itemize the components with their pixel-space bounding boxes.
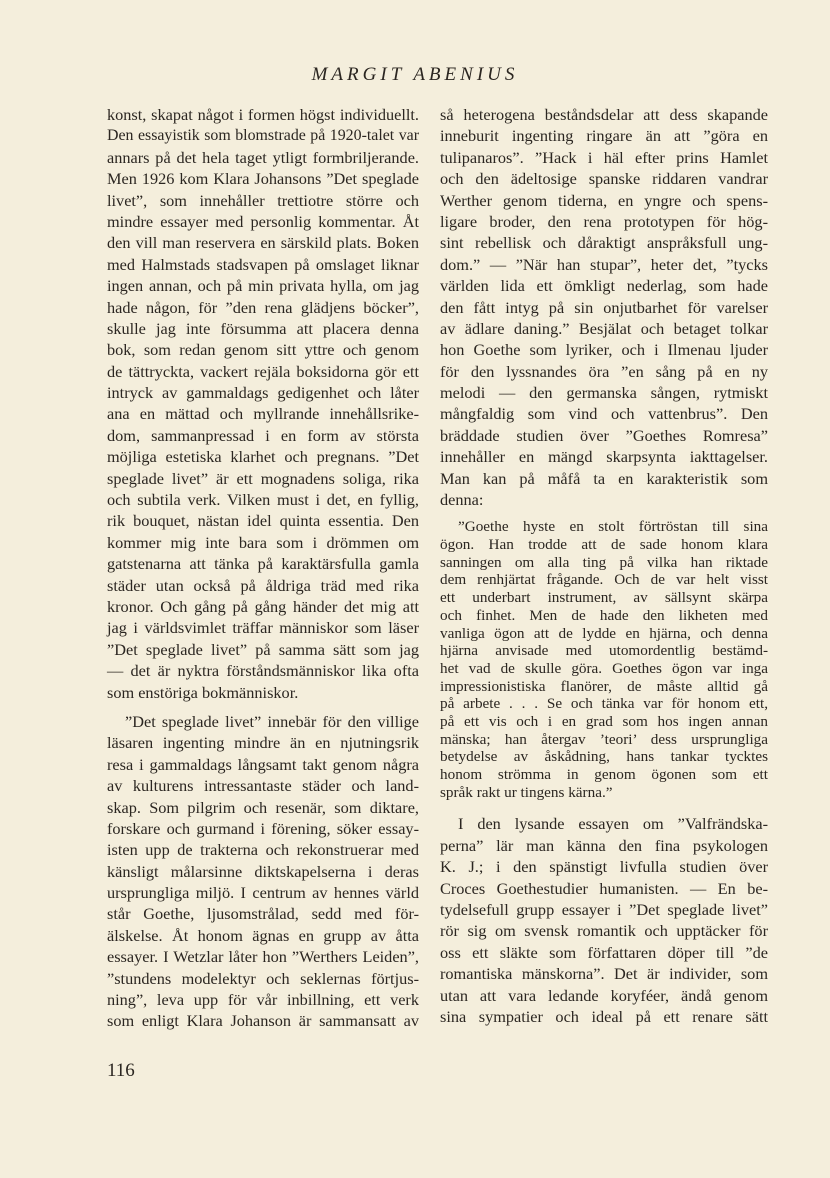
text-line: isten upp de trakterna och rekonstruerar med	[107, 840, 419, 860]
text-line: så heterogena beståndsdelar att dess skapande	[440, 105, 768, 124]
text-line: vanliga ögon att de lydde en hjärna, och denna	[440, 624, 768, 642]
text-line: känsligt målarsinne diktskapelserna i deras	[107, 861, 419, 881]
paragraph	[107, 711, 419, 1032]
text-line: tydelsefull grupp essayer i ”Det speglade livet”	[440, 899, 768, 919]
text-line: ana en mättad och myllrande innehållsrike-	[107, 404, 419, 424]
text-line: av kulturens intressantaste städer och land-	[107, 776, 419, 796]
text-line: står Goethe, ljusomstrålad, sedd med för-	[107, 904, 419, 924]
text-line: het vad de skulle göra. Goethes ögon var inga	[440, 659, 768, 677]
text-line: mänska; han återgav ’teori’ dess ursprungliga	[440, 730, 768, 748]
text-line: och den ädeltosige spanske riddaren vandrar	[440, 169, 768, 189]
text-line: honom strömma in genom ögonen som ett	[440, 766, 768, 784]
text-line: romantiska mänskorna”. Det är individer, som	[440, 964, 768, 984]
text-line: denna:	[440, 490, 484, 510]
text-line: betydelse av åskådning, hans tankar tycktes	[440, 748, 768, 766]
text-line: ett underbart instrument, av sällsynt skärpa	[440, 589, 768, 607]
text-line: gatstenarna att tänka på karaktärsfulla gamla	[107, 554, 419, 574]
text-line: perna” lär man känna den fina psykologen	[440, 835, 768, 855]
text-line: — det är nyktra förståndsmänniskor lika ofta	[107, 661, 419, 681]
running-header: MARGIT ABENIUS	[311, 64, 519, 85]
text-line: de tättryckta, vackert rejäla boksidorna gör ett	[107, 361, 419, 381]
text-line: ursprungliga miljö. I centrum av hennes värld	[107, 883, 419, 903]
text-line: läsaren ingenting mindre än en njutningsrik	[107, 733, 419, 753]
text-line: ingen annan, och på min privata hylla, om jag	[107, 276, 419, 296]
text-line: K. J.; i den spänstigt livfulla studien över	[440, 857, 768, 877]
text-line: kronor. Och gång på gång händer det mig att	[107, 596, 419, 616]
text-line: Man kan på måfå ta en karakteristik som	[440, 468, 768, 488]
text-line: Den essayistik som blomstrade på 1920-talet var	[107, 127, 419, 145]
text-line: Croces Goethestudier humanisten. — En be-	[440, 878, 768, 898]
text-line: ”Det speglade livet” på samma sätt som jag	[107, 639, 419, 659]
text-line: tulipanaros”. ”Hack i häl efter prins Hamlet	[440, 147, 768, 167]
text-line: på ett vis och i en grad som hos ingen annan	[440, 712, 768, 730]
text-line: med Halmstads stadsvapen på omslaget liknar	[107, 254, 419, 274]
text-line: forskare och gurmand i förening, söker essay-	[107, 818, 419, 838]
text-line: utan att vara ledande koryféer, ändå genom	[440, 985, 768, 1005]
text-line: sanningen om alla ting på vilka han riktade	[440, 553, 768, 571]
text-line: den fått intyg på sin onjutbarhet för varelser	[440, 297, 768, 317]
text-line: speglade livet” är ett mognadens soliga, rika	[107, 468, 419, 488]
text-line: den vill man reservera en särskild plats. Boken	[107, 233, 419, 253]
text-line: I den lysande essayen om ”Valfrändska-	[458, 814, 768, 834]
text-line: dom, sammanpressad i en form av största	[107, 425, 419, 445]
text-line: resa i gammaldags långsamt takt genom några	[107, 754, 419, 774]
text-line: av ädlare daning.” Besjälat och betaget tolkar	[440, 318, 768, 338]
text-line: livet”, som innehåller trettiotre större och	[107, 190, 419, 210]
text-line: annars på det hela taget ytligt formbriljerande.	[107, 147, 419, 167]
text-line: mindre essayer med personlig kommentar. Åt	[107, 211, 419, 231]
text-line: som enligt Klara Johanson är sammansatt av	[107, 1011, 419, 1031]
text-line: och subtila verk. Vilken must i det, en fyllig,	[107, 490, 419, 510]
text-line: möjliga estetiska klarhet och pregnans. ”Det	[107, 447, 419, 467]
text-line: intryck av gammaldags gedigenhet och låter	[107, 383, 419, 403]
text-line: innehåller en mängd skarpsynta iakttagelser.	[440, 447, 768, 467]
text-line: rör sig om svensk romantik och upptäcker för	[440, 921, 768, 941]
paragraph	[440, 813, 768, 1027]
text-line: mångfaldig som vind och vattenbrus”. Den	[440, 404, 768, 424]
left-column	[107, 104, 419, 1040]
text-line: ögon. Han trodde att de sade honom klara	[440, 536, 768, 554]
right-column	[440, 104, 768, 1035]
text-line: ning”, leva upp för vår inbillning, ett verk	[107, 990, 419, 1010]
text-line: oss ett släkte som författaren döper till ”de	[440, 942, 768, 962]
text-line: melodi — den germanska sången, rytmiskt	[440, 383, 768, 403]
text-line: ligare broder, den rena prototypen för hög-	[440, 211, 768, 231]
text-line: sint rebellisk och dåraktigt anspråksfull ung-	[440, 233, 768, 253]
text-line: Men 1926 kom Klara Johansons ”Det speglade	[107, 169, 419, 189]
text-line: jag i världsvimlet träffar människor som läser	[107, 618, 419, 638]
text-line: hjärna anvisade med utomordentlig bestämd-	[440, 642, 768, 660]
text-line: rik bouquet, nästan idel quinta essentia. Den	[107, 511, 419, 531]
text-line: impressionistiska flanörer, de måste alltid gå	[440, 677, 768, 695]
text-line: essayer. I Wetzlar låter hon ”Werthers Leiden”,	[107, 947, 419, 967]
text-line: för den lyssnandes öra ”en sång på en ny	[440, 361, 768, 381]
text-line: hade någon, för ”den rena glädjens böcker”,	[107, 297, 419, 317]
text-line: bok, som redan genom sitt yttre och genom	[107, 340, 419, 360]
block-quote	[440, 518, 768, 801]
page-number: 116	[107, 1060, 135, 1081]
text-line: ”Det speglade livet” innebär för den villige	[125, 711, 419, 731]
text-line: sina sympatier och ideal på ett renare sätt	[440, 1006, 768, 1026]
text-line: städer utan också på åldriga träd med rika	[107, 575, 419, 595]
paragraph	[107, 104, 419, 703]
text-line: inneburit ingenting ringare än att ”göra en	[440, 126, 768, 146]
text-line: språk rakt ur tingens kärna.”	[440, 783, 613, 801]
text-line: Werther genom tiderna, en yngre och spens-	[440, 190, 768, 210]
text-line: bräddade studien över ”Goethes Romresa”	[440, 425, 768, 445]
text-line: som enstöriga bokmänniskor.	[107, 682, 299, 702]
text-line: och finhet. Men de hade den likheten med	[440, 606, 768, 624]
text-line: dem renhjärtat frågande. Och de var helt visst	[440, 571, 768, 589]
text-line: konst, skapat något i formen högst individuellt.	[107, 105, 419, 124]
text-line: hon Goethe som lyriker, och i Ilmenau ljuder	[440, 340, 768, 360]
text-line: dom.” — ”När han stupar”, heter det, ”tycks	[440, 254, 768, 274]
text-line: älskelse. Åt honom ägnas en grupp av åtta	[107, 925, 419, 945]
text-line: världen lida ett ömkligt nederlag, som hade	[440, 276, 768, 296]
text-line: på arbete . . . Se och tänka var för honom ett,	[440, 695, 768, 713]
text-line: skulle jag inte försumma att placera denna	[107, 318, 419, 338]
paragraph	[440, 104, 768, 510]
text-line: ”stundens modelektyr och seklernas förtjus-	[107, 968, 419, 988]
text-line: kommer mig inte bara som i drömmen om	[107, 532, 419, 552]
text-line: ”Goethe hyste en stolt förtröstan till sina	[458, 518, 768, 536]
text-line: skap. Som pilgrim och resenär, som diktare,	[107, 797, 419, 817]
